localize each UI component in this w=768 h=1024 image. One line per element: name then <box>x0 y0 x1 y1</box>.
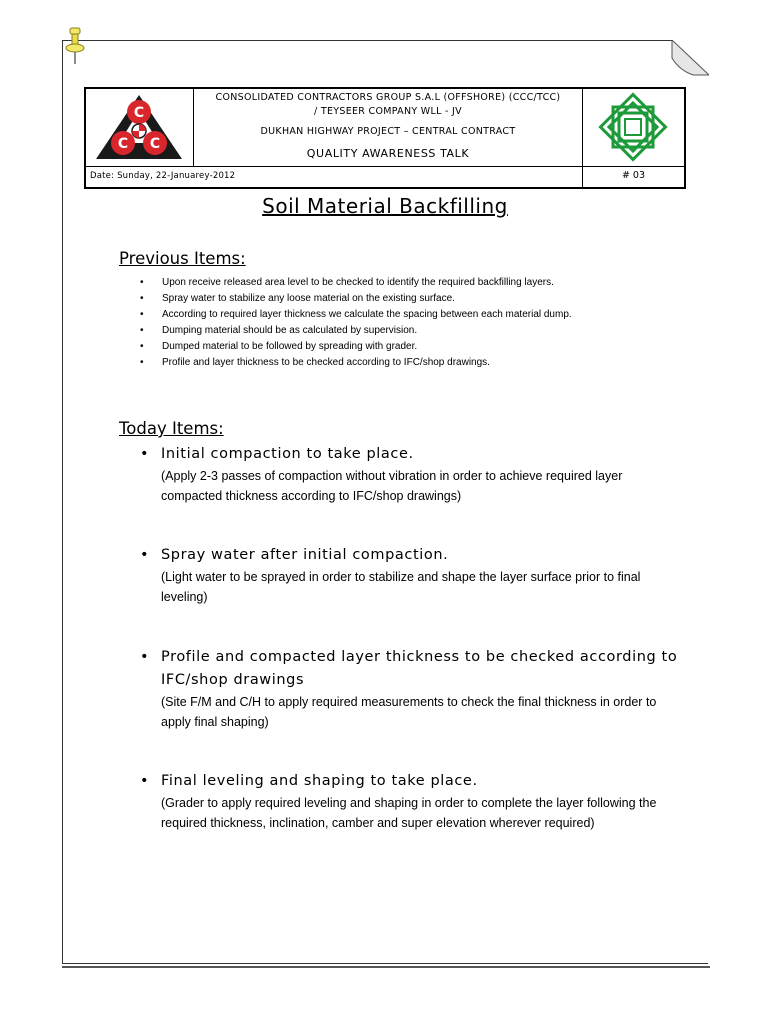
today-item-3 <box>140 646 680 732</box>
teyseer-logo-cell <box>582 89 684 166</box>
company-line-2: / TEYSEER COMPANY WLL - JV <box>314 106 462 117</box>
today-item-4 <box>140 770 680 833</box>
page-bottom-edge <box>62 966 710 968</box>
today-item-1 <box>140 443 680 506</box>
document-header <box>84 87 686 189</box>
today-item-title: • Spray water after initial compaction. <box>140 544 680 567</box>
today-item-detail: (Site F/M and C/H to apply required measurements to check the final thickness in order to apply final shaping) <box>161 695 657 729</box>
today-item-2 <box>140 544 680 607</box>
talk-number-cell <box>582 167 684 187</box>
talk-title: QUALITY AWARENESS TALK <box>306 147 470 160</box>
header-text-cell <box>194 89 582 166</box>
previous-items-heading: Previous Items: <box>119 249 246 268</box>
today-item-detail: (Grader to apply required leveling and shaping in order to complete the layer following the required thickness, inclination, camber and super elevation wherever required) <box>161 796 657 830</box>
document-title: Soil Material Backfilling <box>262 194 508 218</box>
ccc-logo-letter-top: C <box>133 105 145 121</box>
today-item-detail: (Light water to be sprayed in order to stabilize and shape the layer surface prior to final leveling) <box>161 570 641 604</box>
today-item-detail: (Apply 2-3 passes of compaction without vibration in order to achieve required layer compacted thickness according to IFC/shop drawings) <box>161 469 623 503</box>
list-item: • Upon receive released area level to be checked to identify the required backfilling layers. <box>140 275 680 291</box>
ccc-logo-letter-right: C <box>149 136 161 152</box>
today-item-title: • Final leveling and shaping to take place. <box>140 770 680 793</box>
ccc-logo <box>86 89 192 165</box>
company-line-1: CONSOLIDATED CONTRACTORS GROUP S.A.L (OFFSHORE) (CCC/TCC) <box>215 92 561 103</box>
list-item: • According to required layer thickness we calculate the spacing between each material dump. <box>140 307 680 323</box>
today-item-title: • Profile and compacted layer thickness to be checked according to IFC/shop drawings <box>140 646 680 692</box>
list-item: • Profile and layer thickness to be checked according to IFC/shop drawings. <box>140 355 680 371</box>
today-item-title: • Initial compaction to take place. <box>140 443 680 466</box>
today-items-heading: Today Items: <box>119 419 224 438</box>
page-fold-icon <box>671 40 709 76</box>
list-item: • Spray water to stabilize any loose material on the existing surface. <box>140 291 680 307</box>
project-name: DUKHAN HIGHWAY PROJECT – CENTRAL CONTRACT <box>260 126 516 137</box>
list-item: • Dumping material should be as calculated by supervision. <box>140 323 680 339</box>
ccc-logo-letter-left: C <box>117 136 129 152</box>
ccc-logo-cell <box>86 89 194 166</box>
header-footer-row <box>86 166 684 187</box>
teyseer-logo <box>583 89 683 165</box>
pushpin-icon <box>62 26 86 66</box>
talk-number: # 03 <box>621 170 646 181</box>
list-item: • Dumped material to be followed by spreading with grader. <box>140 339 680 355</box>
talk-date: Date: Sunday, 22-Januarey-2012 <box>90 171 236 181</box>
previous-items-list <box>140 275 680 371</box>
